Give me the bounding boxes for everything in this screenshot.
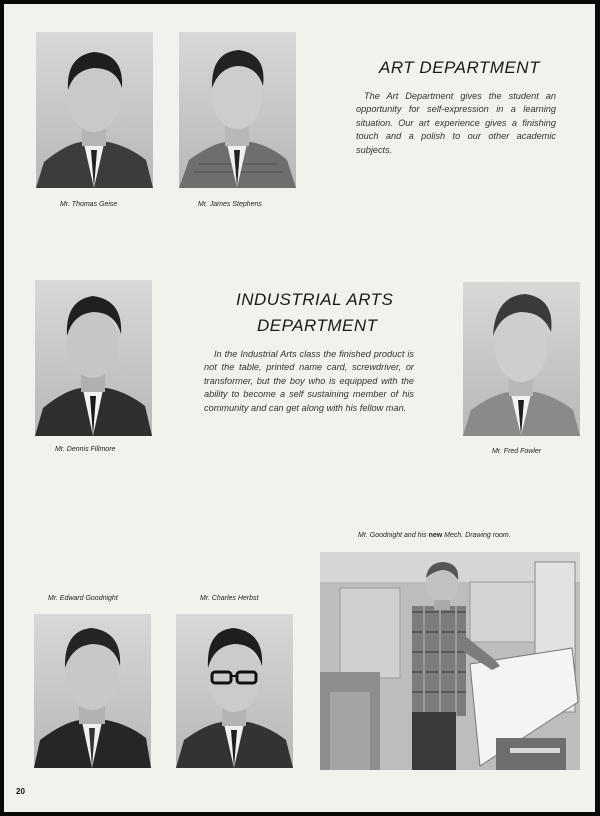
- caption-drawing-room-after: Mech. Drawing room.: [442, 532, 511, 539]
- industrial-arts-title-line2: DEPARTMENT: [257, 316, 378, 335]
- drawing-room-photo: [320, 552, 580, 770]
- caption-drawing-room: [358, 532, 511, 539]
- portrait-edward-goodnight: [34, 614, 151, 768]
- art-department-text: The Art Department gives the student an opportunity for self-expression in a learning situation. Our art experience gives a finishing touch and a polish to our other academic subjects.: [356, 91, 556, 155]
- art-department-title: ART DEPARTMENT: [379, 58, 540, 77]
- caption-charles-herbst: Mr. Charles Herbst: [200, 595, 259, 602]
- caption-fred-fowler: Mr. Fred Fowler: [492, 448, 542, 455]
- portrait-james-stephens: [179, 32, 296, 188]
- portrait-thomas-geise: [36, 32, 153, 188]
- caption-james-stephens: Mr. James Stephens: [198, 201, 262, 208]
- caption-dennis-fillmore: Mr. Dennis Fillmore: [55, 446, 116, 453]
- caption-drawing-room-before: Mr. Goodnight and his: [358, 532, 429, 539]
- industrial-arts-text: In the Industrial Arts class the finished product is not the table, printed name card, screwdriver, or transformer, but the boy who is equipped with the ability to become a self sustaining member of his community and can get along with his fellow man.: [204, 349, 414, 413]
- page-number: 20: [16, 787, 25, 796]
- caption-thomas-geise: Mr. Thomas Geise: [60, 201, 118, 208]
- portrait-fred-fowler: [463, 282, 580, 436]
- portrait-charles-herbst: [176, 614, 293, 768]
- industrial-arts-title-line1: INDUSTRIAL ARTS: [236, 290, 394, 309]
- yearbook-page: [4, 4, 595, 812]
- caption-edward-goodnight: Mr. Edward Goodnight: [48, 595, 118, 602]
- caption-drawing-room-bold: new: [428, 532, 443, 539]
- portrait-dennis-fillmore: [35, 280, 152, 436]
